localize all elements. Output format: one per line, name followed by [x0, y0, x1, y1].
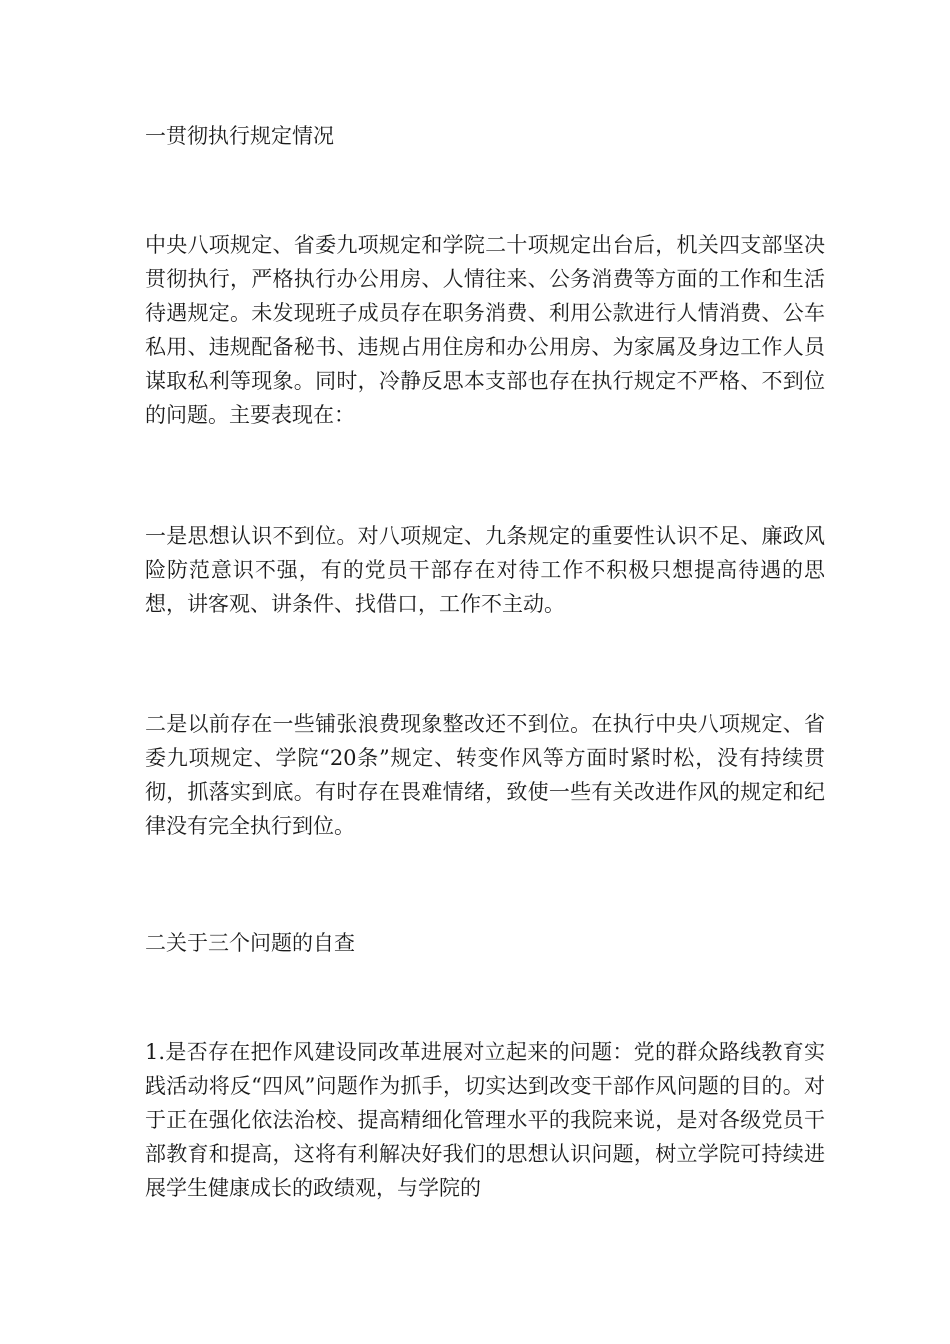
paragraph-2: 一是思想认识不到位。对八项规定、九条规定的重要性认识不足、廉政风险防范意识不强，有的党员干部存在对待工作不积极只想提高待遇的思想，讲客观、讲条件、找借口，工作不主动。	[145, 524, 825, 616]
paragraph-3: 二是以前存在一些铺张浪费现象整改还不到位。在执行中央八项规定、省委九项规定、学院“20条”规定、转变作风等方面时紧时松，没有持续贯彻，抓落实到底。有时存在畏难情绪，致使一些有关改进作风的规定和纪律没有完全执行到位。	[145, 712, 825, 838]
paragraph-1: 中央八项规定、省委九项规定和学院二十项规定出台后，机关四支部坚决贯彻执行，严格执行办公用房、人情往来、公务消费等方面的工作和生活待遇规定。未发现班子成员存在职务消费、利用公款进行人情消费、公车私用、违规配备秘书、违规占用住房和办公用房、为家属及身边工作人员谋取私利等现象。同时，冷静反思本支部也存在执行规定不严格、不到位的问题。主要表现在：	[145, 233, 825, 427]
paragraph-4: 1.是否存在把作风建设同改革进展对立起来的问题：党的群众路线教育实践活动将反“四风”问题作为抓手，切实达到改变干部作风问题的目的。对于正在强化依法治校、提高精细化管理水平的我院来说，是对各级党员干部教育和提高，这将有利解决好我们的思想认识问题，树立学院可持续进展学生健康成长的政绩观，与学院的	[145, 1040, 825, 1200]
section-heading-2: 二关于三个问题的自查	[145, 931, 355, 955]
section-heading-1: 一贯彻执行规定情况	[145, 124, 334, 148]
